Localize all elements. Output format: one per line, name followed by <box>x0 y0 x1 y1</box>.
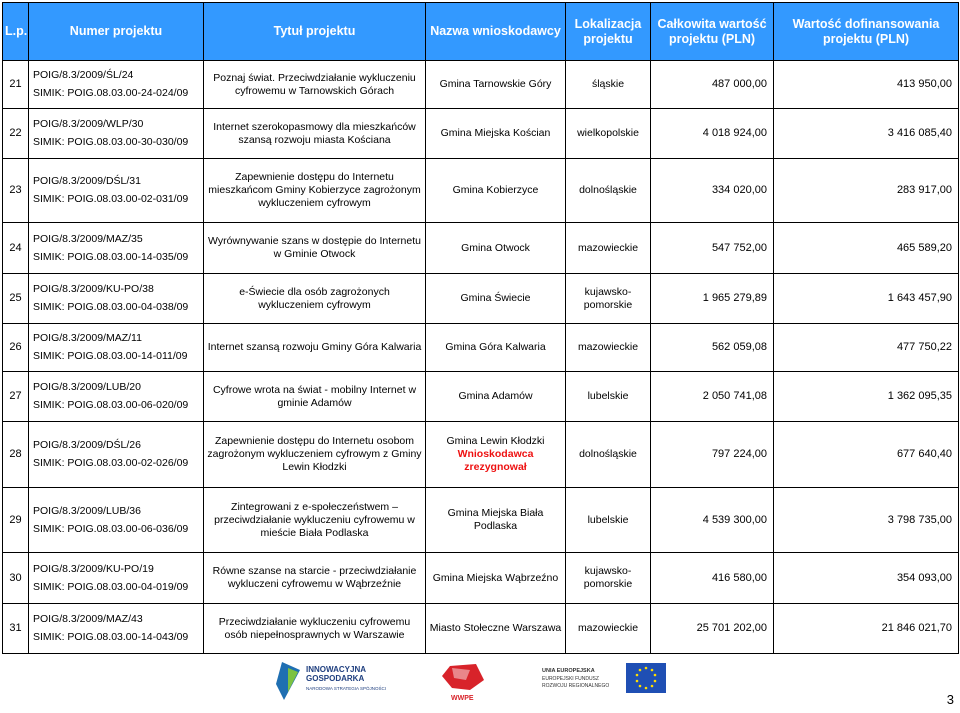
table-row <box>3 553 959 604</box>
table-row <box>3 372 959 422</box>
row-lp: 22 <box>3 109 29 159</box>
project-number: POIG/8.3/2009/WLP/30 <box>33 118 144 130</box>
header-lp: L.p. <box>3 3 29 61</box>
applicant-cell <box>426 109 566 159</box>
applicant-name: Gmina Kobierzyce <box>452 184 539 196</box>
funding-value: 477 750,22 <box>774 324 959 372</box>
header-funding-value: Wartość dofinansowania projektu (PLN) <box>774 3 959 61</box>
table-row <box>3 223 959 274</box>
project-number-cell <box>29 372 204 422</box>
table-row <box>3 274 959 324</box>
project-title: Zintegrowani z e-społeczeństwem – przeciwdziałanie wykluczeniu cyfrowemu w mieście Biała Podlaska <box>204 488 426 553</box>
project-location: dolnośląskie <box>566 159 651 223</box>
project-number-cell <box>29 223 204 274</box>
project-title: Zapewnienie dostępu do Internetu mieszkańcom Gminy Kobierzyce zagrożonym wykluczeniem cyfrowym <box>204 159 426 223</box>
total-value: 416 580,00 <box>651 553 774 604</box>
project-number-cell <box>29 553 204 604</box>
project-title: Zapewnienie dostępu do Internetu osobom zagrożonym wykluczeniem cyfrowym z Gminy Lewin Kłodzki <box>204 422 426 488</box>
project-number: POIG/8.3/2009/DŚL/26 <box>33 439 141 451</box>
project-location: lubelskie <box>566 372 651 422</box>
simik-number: SIMIK: POIG.08.03.00-30-030/09 <box>33 136 189 148</box>
page-number: 3 <box>946 692 954 707</box>
funding-value: 3 416 085,40 <box>774 109 959 159</box>
row-lp: 28 <box>3 422 29 488</box>
applicant-name: Gmina Lewin Kłodzki <box>446 435 545 447</box>
project-number: POIG/8.3/2009/LUB/36 <box>33 504 141 517</box>
applicant-name: Gmina Świecie <box>460 292 531 304</box>
applicant-name: Miasto Stołeczne Warszawa <box>429 622 562 634</box>
applicant-cell <box>426 61 566 109</box>
applicant-cell <box>426 422 566 488</box>
project-title: Internet szansą rozwoju Gminy Góra Kalwaria <box>204 324 426 372</box>
applicant-cell <box>426 372 566 422</box>
project-number-cell <box>29 488 204 553</box>
erdf-label-2: ROZWOJU REGIONALNEGO <box>542 683 610 689</box>
table-row <box>3 61 959 109</box>
table-row <box>3 488 959 553</box>
header-project-number: Numer projektu <box>29 3 204 61</box>
projects-table <box>2 2 959 654</box>
project-location: dolnośląskie <box>566 422 651 488</box>
project-title: Internet szerokopasmowy dla mieszkańców szansą rozwoju miasta Kościana <box>204 109 426 159</box>
innovative-economy-title-1: INNOWACYJNA <box>306 665 367 674</box>
innovative-economy-subtitle: NARODOWA STRATEGIA SPÓJNOŚCI <box>306 686 387 691</box>
project-number: POIG/8.3/2009/DŚL/31 <box>33 175 141 187</box>
total-value: 4 018 924,00 <box>651 109 774 159</box>
header-row <box>3 3 959 61</box>
project-number-cell <box>29 61 204 109</box>
header-applicant-name: Nazwa wnioskodawcy <box>426 3 566 61</box>
table-row <box>3 159 959 223</box>
total-value: 2 050 741,08 <box>651 372 774 422</box>
funding-value: 413 950,00 <box>774 61 959 109</box>
project-location: mazowieckie <box>566 604 651 654</box>
table-row <box>3 324 959 372</box>
innovative-economy-logo <box>276 662 386 700</box>
project-number: POIG/8.3/2009/LUB/20 <box>33 381 141 393</box>
project-number-cell <box>29 159 204 223</box>
project-title: Przeciwdziałanie wykluczeniu cyfrowemu osób niepełnosprawnych w Warszawie <box>204 604 426 654</box>
simik-number: SIMIK: POIG.08.03.00-04-038/09 <box>33 301 189 313</box>
applicant-cell <box>426 553 566 604</box>
applicant-cell <box>426 604 566 654</box>
project-title: Poznaj świat. Przeciwdziałanie wykluczeniu cyfrowemu w Tarnowskich Górach <box>204 61 426 109</box>
erdf-label-1: EUROPEJSKI FUNDUSZ <box>542 676 599 682</box>
total-value: 1 965 279,89 <box>651 274 774 324</box>
funding-value: 1 362 095,35 <box>774 372 959 422</box>
applicant-name: Gmina Adamów <box>458 390 533 402</box>
project-location: mazowieckie <box>566 324 651 372</box>
project-number: POIG/8.3/2009/MAZ/35 <box>33 232 143 245</box>
header-project-location: Lokalizacja projektu <box>566 3 651 61</box>
wwpe-label: WWPE <box>451 695 474 702</box>
project-number: POIG/8.3/2009/KU-PO/19 <box>33 562 154 575</box>
funding-value: 21 846 021,70 <box>774 604 959 654</box>
funding-value: 354 093,00 <box>774 553 959 604</box>
row-lp: 27 <box>3 372 29 422</box>
project-number-cell <box>29 109 204 159</box>
row-lp: 23 <box>3 159 29 223</box>
header-total-value: Całkowita wartość projektu (PLN) <box>651 3 774 61</box>
applicant-cell <box>426 223 566 274</box>
total-value: 797 224,00 <box>651 422 774 488</box>
project-location: śląskie <box>566 61 651 109</box>
row-lp: 24 <box>3 223 29 274</box>
simik-number: SIMIK: POIG.08.03.00-04-019/09 <box>33 580 189 593</box>
simik-number: SIMIK: POIG.08.03.00-14-035/09 <box>33 250 189 263</box>
applicant-name: Gmina Góra Kalwaria <box>445 341 546 353</box>
total-value: 334 020,00 <box>651 159 774 223</box>
wwpe-logo <box>442 664 484 702</box>
eu-funding-logos <box>270 660 670 702</box>
total-value: 25 701 202,00 <box>651 604 774 654</box>
simik-number: SIMIK: POIG.08.03.00-24-024/09 <box>33 87 189 99</box>
funding-value: 3 798 735,00 <box>774 488 959 553</box>
applicant-name: Gmina Miejska Wąbrzeźno <box>432 571 559 584</box>
row-lp: 30 <box>3 553 29 604</box>
project-number-cell <box>29 422 204 488</box>
applicant-cell <box>426 488 566 553</box>
applicant-name: Gmina Miejska Kościan <box>440 127 551 139</box>
innovative-economy-title-2: GOSPODARKA <box>306 674 365 683</box>
table-row <box>3 422 959 488</box>
withdrawn-note: Wnioskodawca zrezygnował <box>457 448 534 473</box>
row-lp: 21 <box>3 61 29 109</box>
project-title: Równe szanse na starcie - przeciwdziałanie wykluczeni cyfrowemu w Wąbrzeźnie <box>204 553 426 604</box>
table-row <box>3 604 959 654</box>
simik-number: SIMIK: POIG.08.03.00-02-031/09 <box>33 193 189 205</box>
funding-value: 1 643 457,90 <box>774 274 959 324</box>
project-location: kujawsko-pomorskie <box>566 553 651 604</box>
simik-number: SIMIK: POIG.08.03.00-06-036/09 <box>33 522 189 535</box>
applicant-cell <box>426 324 566 372</box>
innovative-economy-emblem-accent <box>288 668 298 692</box>
applicant-name: Gmina Otwock <box>461 241 530 254</box>
eu-erdf-logo <box>542 663 666 693</box>
table-row <box>3 109 959 159</box>
funding-value: 677 640,40 <box>774 422 959 488</box>
project-number-cell <box>29 324 204 372</box>
funding-value: 283 917,00 <box>774 159 959 223</box>
applicant-name: Gmina Miejska Biała Podlaska <box>447 507 544 532</box>
project-location: mazowieckie <box>566 223 651 274</box>
project-number: POIG/8.3/2009/ŚL/24 <box>33 69 134 81</box>
simik-number: SIMIK: POIG.08.03.00-14-043/09 <box>33 631 189 643</box>
project-title: Wyrównywanie szans w dostępie do Internetu w Gminie Otwock <box>204 223 426 274</box>
simik-number: SIMIK: POIG.08.03.00-06-020/09 <box>33 399 189 411</box>
project-number-cell <box>29 274 204 324</box>
project-location: kujawsko-pomorskie <box>566 274 651 324</box>
project-number-cell <box>29 604 204 654</box>
total-value: 487 000,00 <box>651 61 774 109</box>
funding-value: 465 589,20 <box>774 223 959 274</box>
total-value: 562 059,08 <box>651 324 774 372</box>
row-lp: 31 <box>3 604 29 654</box>
simik-number: SIMIK: POIG.08.03.00-02-026/09 <box>33 457 189 469</box>
simik-number: SIMIK: POIG.08.03.00-14-011/09 <box>33 350 188 362</box>
project-title: e-Świecie dla osób zagrożonych wykluczeniem cyfrowym <box>204 274 426 324</box>
project-location: wielkopolskie <box>566 109 651 159</box>
row-lp: 29 <box>3 488 29 553</box>
project-location: lubelskie <box>566 488 651 553</box>
project-title: Cyfrowe wrota na świat - mobilny Internet w gminie Adamów <box>204 372 426 422</box>
total-value: 547 752,00 <box>651 223 774 274</box>
total-value: 4 539 300,00 <box>651 488 774 553</box>
project-number: POIG/8.3/2009/MAZ/11 <box>33 332 142 344</box>
eu-label: UNIA EUROPEJSKA <box>542 668 595 674</box>
applicant-cell <box>426 159 566 223</box>
row-lp: 25 <box>3 274 29 324</box>
applicant-cell <box>426 274 566 324</box>
project-number: POIG/8.3/2009/MAZ/43 <box>33 613 143 625</box>
header-project-title: Tytuł projektu <box>204 3 426 61</box>
row-lp: 26 <box>3 324 29 372</box>
project-number: POIG/8.3/2009/KU-PO/38 <box>33 283 154 295</box>
applicant-name: Gmina Tarnowskie Góry <box>439 78 552 90</box>
